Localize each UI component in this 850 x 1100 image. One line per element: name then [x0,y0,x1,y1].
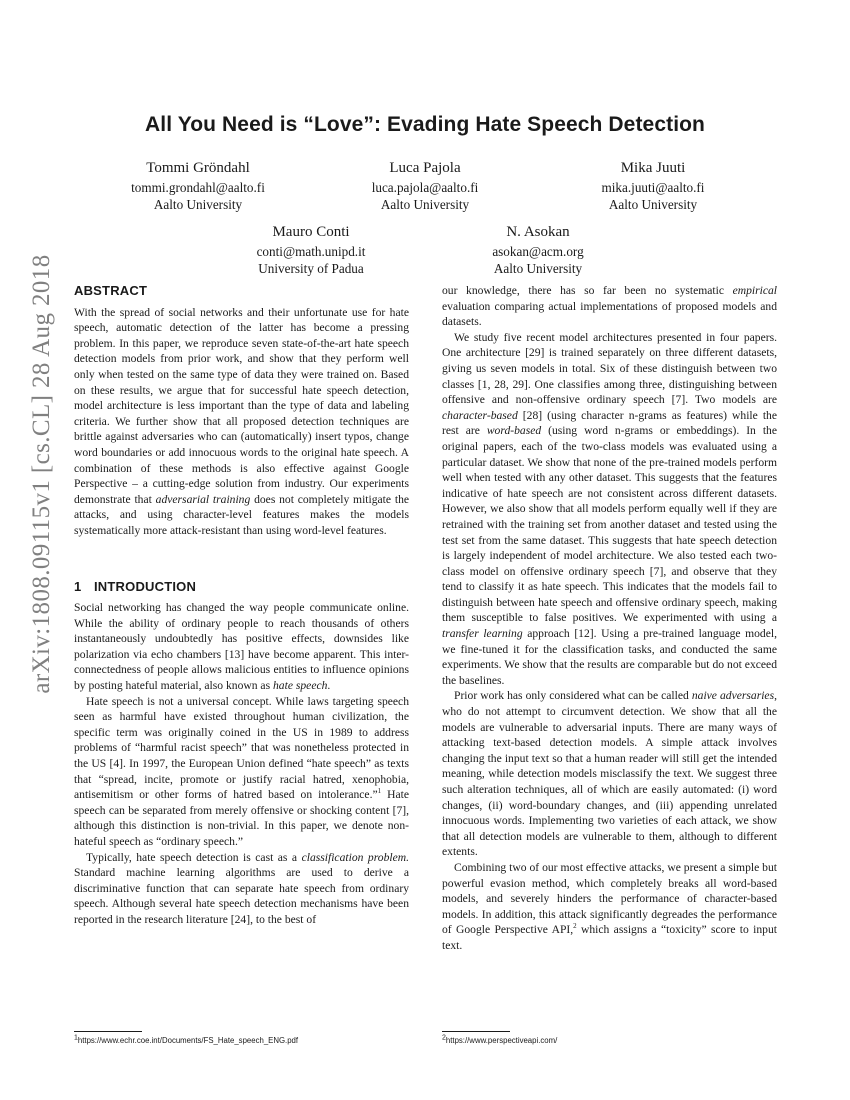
author-name: N. Asokan [506,224,570,240]
author-email[interactable]: tommi.grondahl@aalto.fi [131,180,265,195]
author-email[interactable]: mika.juuti@aalto.fi [601,180,705,195]
author-block [191,222,431,277]
footnote-rule [74,1031,142,1032]
abstract-paragraph: With the spread of social networks and their unfortunate use for hate speech, automatic detection of the latter has become a pressing problem. In this paper, we reproduce seven state-of-the-art hate speech detection models from prior work, and show that they perform well only when tested on the same type of data they were trained on. Based on these results, we argue that for successful hate speech detection, model architecture is less important than the type of data and labeling criteria. We further show that all proposed detection techniques are brittle against adversaries who can (automatically) insert typos, change word boundaries or add innocuous words to the original hate speech. A combination of these methods is also effective against Google Perspective – a cutting-edge solution from industry. Our experiments demonstrate that adversarial training does not completely mitigate the attacks, and using character-level features makes the models systematically more attack-resistant than using word-level features. [74,305,410,537]
author-block [418,222,658,277]
intro-paragraph: our knowledge, there has so far been no systematic empirical evaluation comparing actual implementations of proposed models and datasets. [442,284,777,329]
author-affiliation: University of Padua [258,261,364,276]
intro-paragraph: Combining two of our most effective attacks, we present a simple but powerful evasion method, which completely breaks all word-based models, and severely hinders the performance of character-based models. In addition, this attack significantly degreades the performance of Google Perspective API,$^2$ which assigns a “toxicity” score to input text. [442,860,777,952]
author-affiliation: Aalto University [153,197,243,212]
author-email[interactable]: luca.pajola@aalto.fi [371,180,479,195]
author-block [533,158,773,213]
footnote-marker[interactable]: 1 [377,787,382,796]
author-affiliation: Aalto University [608,197,698,212]
author-name: Tommi Gröndahl [146,160,250,176]
author-name: Mika Juuti [620,160,686,176]
footnote: $^2$https://www.perspectiveapi.com/ [442,1034,558,1045]
right-column [442,283,777,954]
author-block [78,158,318,213]
author-name: Mauro Conti [272,224,350,240]
intro-paragraph: Prior work has only considered what can be called naive adversaries, who do not attempt to circumvent detection. We show that all the models are vulnerable to adversarial inputs. There are many ways of attacking text-based detection models. A simple attack involves changing the input text so that a human reader will still get the intended meaning, while detection models misclassify the text. We suggest three such alteration techniques, all of which are easily automated: (i) word changes, (ii) word-boundary changes, and (iii) appending unrelated innocuous words. Implementing two varieties of each attack, we show that all detection models are vulnerable to them, although to different extents. [442,689,777,859]
intro-paragraph: We study five recent model architectures presented in four papers. One architecture [29] is trained separately on three different datasets, giving us seven models in total. Six of these distinguish between two classes [1, 28, 29]. One classifies among three, distinguishing between offensive and non-offensive ordinary speech [7]. Two models are character-based [28] (using character n-grams as features) while the rest are word-based (using word n-grams or embeddings). In the original papers, each of the two-class models was evaluated using a particular dataset. We show that none of the pre-trained models perform well when tested with any other dataset. This suggests that the features indicative of hate speech are not consistent across different datasets. However, we also show that all models perform equally well if they are retrained with the training set from another dataset and tested using the test set from the same dataset. This suggests that hate speech detection is largely independent of model architecture. We also tested each two-class model on offensive ordinary speech [7], and observe that they tend to classify it as hate speech. This indicates that the models fail to distinguish between hate speech and offensive ordinary speech, making them susceptible to false positives. We experimented with using a transfer learning approach [12]. Using a pre-trained language model, we fine-tuned it for the classification tasks, and conducted the same experiments. We show that the results are comparable but do not exceed the baselines. [442,330,777,687]
paper-title: All You Need is “Love”: Evading Hate Speech Detection [145,113,705,136]
footnote: $^1$https://www.echr.coe.int/Documents/FS_Hate_speech_ENG.pdf [74,1034,299,1045]
intro-paragraph: Hate speech is not a universal concept. While laws targeting speech seen as harmful have existed throughout human civilization, the specific term was originally coined in the US in 1989 to address problems of “harmful racist speech” that was nonetheless protected in the US [4]. In 1997, the European Union defined “hate speech” as texts that “spread, incite, promote or justify racial hatred, xenophobia, antisemitism or other forms of hatred based on intolerance.”$^1$ Hate speech can be separated from merely offensive or shocking content [7], although this distinction is non-trivial. In this paper, we denote non-hateful speech as “ordinary speech.” [74,694,409,848]
author-affiliation: Aalto University [493,261,583,276]
intro-paragraph: Social networking has changed the way people communicate online. While the ability of ordinary people to reach thousands of others instantaneously undoubtedly has positive effects, downsides like polarization via echo chambers [13] have become apparent. This inter-connectedness of people allows malicious entities to influence opinions by posting hateful material, also known as hate speech. [74,601,409,693]
introduction-heading: 1 INTRODUCTION [74,578,197,594]
footnote-link[interactable]: https://www.perspectiveapi.com/ [445,1036,558,1045]
author-affiliation: Aalto University [380,197,470,212]
author-email[interactable]: asokan@acm.org [492,244,584,259]
footnote-marker[interactable]: 2 [573,922,577,931]
author-email[interactable]: conti@math.unipd.it [256,244,366,259]
abstract-heading: ABSTRACT [74,283,148,298]
author-name: Luca Pajola [389,160,461,176]
intro-paragraph: Typically, hate speech detection is cast as a classification problem. Standard machine learning algorithms are used to derive a discriminative function that can separate hate speech from ordinary speech. Although several hate speech detection mechanisms have been reported in the research literature [24], to the best of [74,850,410,926]
footnote-rule [442,1031,510,1032]
footnote-link[interactable]: https://www.echr.coe.int/Documents/FS_Hate_speech_ENG.pdf [77,1036,299,1045]
left-column [74,283,409,928]
arxiv-identifier: arXiv:1808.09115v1 [cs.CL] 28 Aug 2018 [28,254,55,694]
author-block [305,158,545,213]
